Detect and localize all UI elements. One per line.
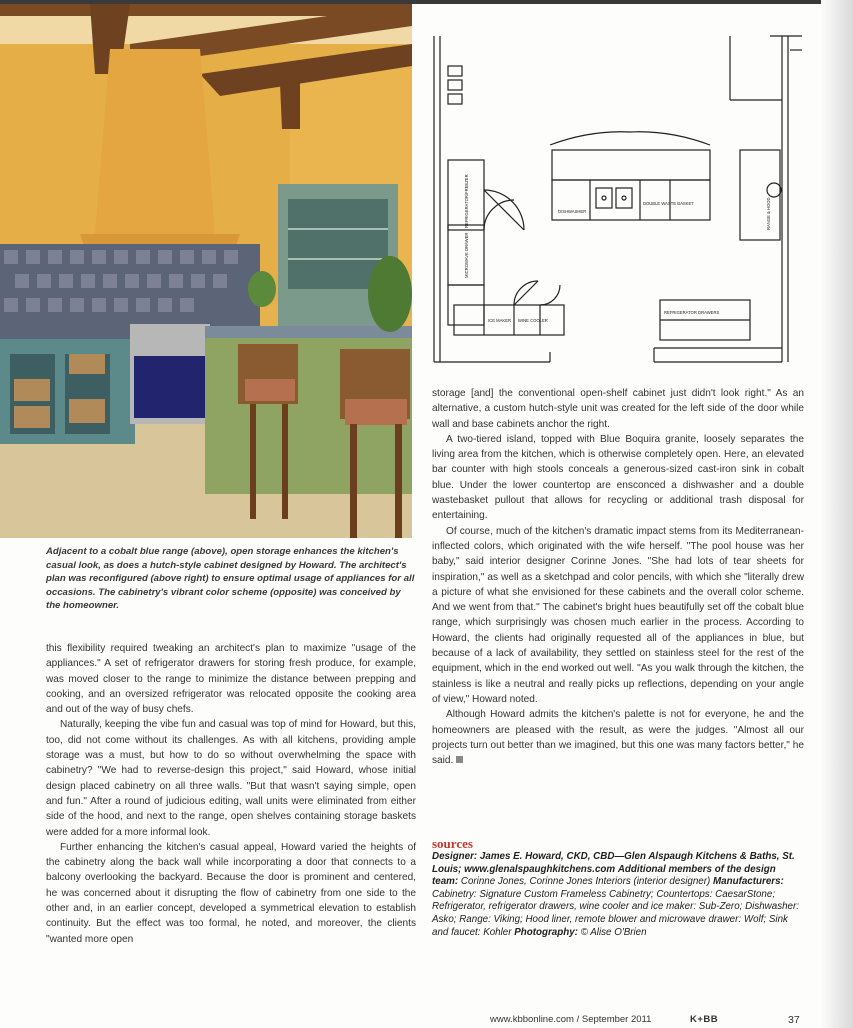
- article-column-left: [46, 641, 416, 947]
- photo-caption: Adjacent to a cobalt blue range (above), open storage enhances the kitchen's casual look, as does a hutch-style cabinet designed by Howard. The architect's plan was reconfigured (above right) to ensure optimal usage of appliances for all occasions. The cabinetry's vibrant color scheme (opposite) was conceived by the homeowner.: [46, 546, 415, 612]
- plan-label-wine-cooler: WINE COOLER: [518, 318, 548, 323]
- plan-label-range-hood: RANGE & HOOD: [766, 197, 771, 230]
- page-number: 37: [788, 1014, 800, 1026]
- manufacturers-label: Manufacturers:: [713, 876, 784, 888]
- plan-label-ice-maker: ICE MAKER: [488, 318, 512, 323]
- paragraph: Further enhancing the kitchen's casual appeal, Howard varied the heights of the cabinetry along the back wall while incorporating a door that connects to a balcony overlooking the backyard. Because the door is prominent and centered, he was concerned about it disrupting the flow of cabinetry from one side to the other and, in an earlier concept, developed a symmetrical elevation to establish continuity. But the effect was too formal, he noted, and moreover, the clients "wanted more open: [46, 841, 416, 945]
- footer-url: www.kbbonline.com / September 2011: [490, 1014, 652, 1025]
- article-column-right: [432, 386, 804, 768]
- plan-label-dishwasher: DISHWASHER: [558, 209, 587, 214]
- team-label: Additional members of the design team:: [432, 863, 776, 888]
- end-mark-icon: [456, 756, 463, 763]
- photography-label: Photography:: [514, 926, 578, 938]
- paragraph: this flexibility required tweaking an architect's plan to maximize "usage of the appliances." A set of refrigerator drawers for storing fresh produce, for example, was moved closer to the range to minimize the distance between prepping and cooking, and an oversized refrigerator was relocated opposite the cooking area and out of the way of busy chefs.: [46, 643, 416, 716]
- floor-plan: [430, 30, 805, 368]
- manufacturers-value: Cabinetry: Signature Custom Frameless Cabinetry; Countertops: CaesarStone; Refrigerator, refrigerator drawers, wine cooler and ice maker: Sub-Zero; Dishwasher: Asko; Range: Viking; Hood liner, remote blower and microwave drawer: Wolf; Sink and faucet: Kohler: [432, 888, 799, 938]
- photography-value: © Alise O'Brien: [580, 926, 647, 938]
- sources-block: [432, 851, 804, 939]
- paragraph: Of course, much of the kitchen's dramatic impact stems from its Mediterranean-inflected colors, which originated with the wife herself. "The pool house was her baby," said interior designer Corinne Jones. "She had lots of tear sheets for inspiration," as well as a sketchpad and color pencils, with which she "literally drew a picture of what she envisioned for these cabinets and the overall color scheme. And we went from that." The cabinet's bright hues beautifully set off the cobalt blue range, which surprisingly was chosen much earlier in the process. According to Howard, the clients had originally requested all of the appliances in blue, but because of a lack of availability, they settled on stainless steel for the rest of the equipment, which in the end worked out well. "As you walk through the kitchen, the stainless is like a neutral and really picks up reflections, depending on your angle of view," Howard noted.: [432, 525, 804, 705]
- paragraph: Naturally, keeping the vibe fun and casual was top of mind for Howard, but this, too, did not come without its challenges. As with all kitchens, providing ample storage was a must, but how to do so without overwhelming the space with cabinetry? "We had to reverse-design this project," said Howard, whose initial design placed cabinetry on all three walls. "But that wasn't saying simple, open and fun." After a round of judicious editing, wall units were eliminated from either side of the hood, and next to the range, open shelves containing storage baskets were added for a more informal look.: [46, 719, 416, 838]
- kitchen-photo: [0, 4, 412, 538]
- footer-logo: K+BB: [690, 1014, 719, 1025]
- designer-label: Designer:: [432, 851, 478, 862]
- plan-label-microwave: MICROWAVE DRAWER: [464, 232, 469, 278]
- plan-label-refrigerator: REFRIGERATOR/FREEZER: [464, 174, 469, 228]
- paragraph: storage [and] the conventional open-shelf cabinet just didn't look right." As an alternative, a custom hutch-style unit was created for the left side of the door while wall and base cabinets anchor the right.: [432, 388, 804, 430]
- paragraph-text: Although Howard admits the kitchen's palette is not for everyone, he and the homeowners are pleased with the result, as were the judges. "Almost all our projects turn out better than we imagined, but this one was many factors better," he said.: [432, 709, 804, 767]
- sources-heading: sources: [432, 836, 473, 851]
- designer-value: James E. Howard, CKD, CBD—Glen Alspaugh Kitchens & Baths, St. Louis; www.glenalspaughkitchens.com: [432, 851, 795, 875]
- paragraph-final: [432, 707, 804, 768]
- team-value: Corinne Jones, Corinne Jones Interiors (interior designer): [460, 876, 711, 888]
- paragraph: A two-tiered island, topped with Blue Boquira granite, loosely separates the living area from the kitchen, which is otherwise completely open. Here, an elevated bar counter with high stools conceals a generous-sized cast-iron sink in cobalt blue. Under the lower countertop are ensconced a dishwasher and a double wastebasket pullout that allows for recycling or additional trash disposal for entertaining.: [432, 433, 804, 522]
- plan-label-waste-basket: DOUBLE WASTE BASKET: [643, 201, 694, 206]
- plan-label-refrigerator-drawers: REFRIGERATOR DRAWERS: [664, 310, 720, 315]
- page-edge-shadow: [821, 0, 853, 1028]
